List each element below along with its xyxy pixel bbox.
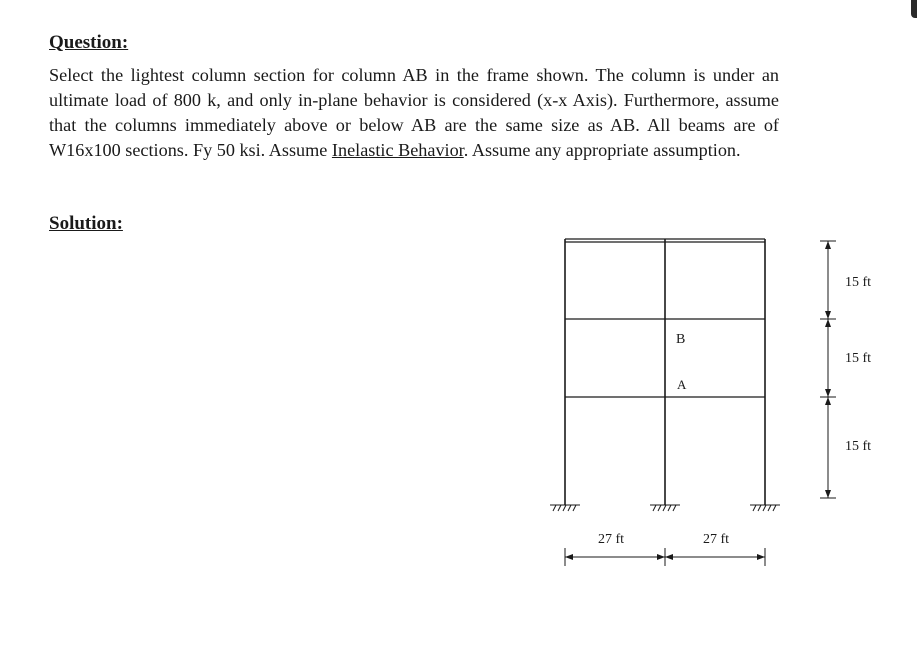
right-fixed-support (750, 505, 780, 511)
solution-heading: Solution: (49, 213, 123, 234)
bay-width-left-label: 27 ft (598, 532, 625, 547)
node-a-label: A (677, 377, 687, 392)
question-text-part1: Select the lightest column section for column AB in the frame shown. The column is under an ultimate load of 800 k, and only in-plane behavior is considered (x-x Axis). Furthermore, assume that the columns immediately above or below AB are the same size as AB. All beams are of W16x100 sections. Fy 50 ksi. Assume (49, 65, 779, 160)
inelastic-behavior-underlined: Inelastic Behavior (331, 140, 464, 160)
dimension-arrowheads (565, 241, 831, 560)
question-heading: Question: (49, 32, 129, 53)
story-height-top-label: 15 ft (845, 275, 872, 290)
vertical-dimension-lines (820, 241, 836, 498)
story-height-middle-label: 15 ft (845, 351, 872, 366)
bay-width-right-label: 27 ft (703, 532, 730, 547)
interior-fixed-support (650, 505, 680, 511)
story-height-bottom-label: 15 ft (845, 439, 872, 454)
question-text-part2: . Assume any appropriate assumption. (463, 140, 741, 160)
left-fixed-support (550, 505, 580, 511)
node-b-label: B (676, 332, 686, 347)
